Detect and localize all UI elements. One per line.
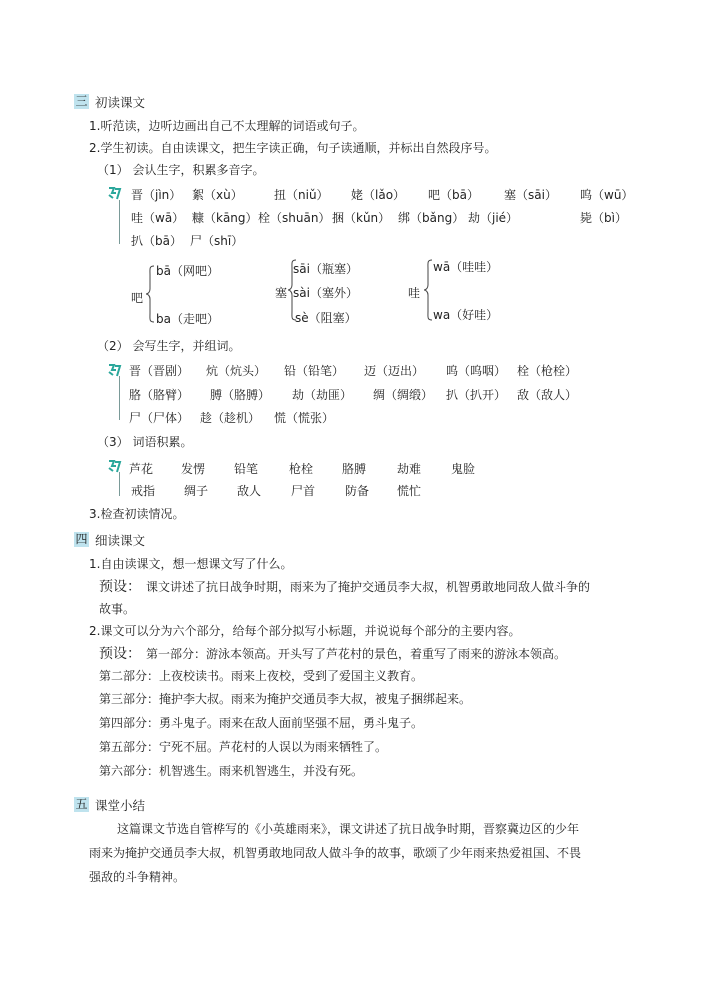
char-item: 扒（bā） (131, 234, 182, 248)
polyphone-head: 塞 (275, 286, 288, 300)
preset-text: 故事。 (99, 602, 136, 616)
char-item: 哇（wā） (131, 211, 185, 225)
sub-heading: （2） 会写生字，并组词。 (97, 339, 241, 353)
write-item: 劫（劫匪） (292, 388, 353, 402)
char-item: 糠（kāng） (192, 211, 258, 225)
section-number-badge: 三 (75, 94, 88, 108)
write-item: 尸（尸体） (129, 411, 190, 425)
polyphone-reading: sè（阻塞） (295, 311, 357, 325)
word-item: 尸首 (291, 484, 316, 498)
word-item: 戒指 (131, 484, 156, 498)
write-item: 栓（枪栓） (517, 364, 578, 378)
write-item: 铅（铅笔） (284, 364, 345, 378)
part-item: 第四部分：勇斗鬼子。雨来在敌人面前坚强不屈，勇斗鬼子。 (99, 716, 424, 730)
write-item: 胳（胳臂） (129, 388, 190, 402)
write-item: 晋（晋剧） (129, 364, 190, 378)
write-item: 绸（绸缎） (373, 388, 434, 402)
write-item: 膊（胳膊） (210, 388, 271, 402)
list-item: 2.学生初读。自由读课文，把生字读正确，句子读通顺，并标出自然段序号。 (89, 141, 497, 155)
write-item: 迈（迈出） (364, 364, 425, 378)
write-item: 敌（敌人） (517, 388, 578, 402)
write-item: 呜（呜咽） (446, 364, 507, 378)
paragraph-line: 雨来为掩护交通员李大叔，机智勇敢地同敌人做斗争的故事，歌颂了少年雨来热爱祖国、不畏 (89, 846, 582, 860)
char-item: 扭（niǔ） (274, 188, 329, 202)
part-item: 第六部分：机智逃生。雨来机智逃生，并没有死。 (99, 764, 364, 778)
part-item: 第三部分：掩护李大叔。雨来为掩护交通员李大叔，被鬼子捆绑起来。 (99, 692, 472, 706)
char-item: 栓（shuān） (258, 211, 331, 225)
word-item: 绸子 (184, 484, 209, 498)
polyphone-reading: ba（走吧） (156, 312, 219, 326)
sub-heading: （1） 会认生字，积累多音字。 (97, 163, 265, 177)
part-item: 第五部分：宁死不屈。芦花村的人误以为雨来牺牲了。 (99, 740, 388, 754)
sub-heading: （3） 词语积累。 (97, 435, 193, 449)
section-number-badge: 五 (75, 797, 88, 811)
divider (119, 472, 120, 496)
word-item: 防备 (345, 484, 370, 498)
preset-label: 预设： (99, 579, 141, 595)
list-item: 1.自由读课文，想一想课文写了什么。 (89, 557, 293, 571)
part-item: 第二部分：上夜校读书。雨来上夜校，受到了爱国主义教育。 (99, 669, 424, 683)
section-title: 细读课文 (95, 533, 146, 548)
practice-icon (106, 185, 122, 201)
word-item: 胳膊 (342, 462, 367, 476)
char-item: 尸（shī） (190, 234, 244, 248)
char-item: 绑（bǎng） (398, 211, 465, 225)
divider (119, 200, 120, 244)
polyphone-reading: wā（哇哇） (433, 260, 499, 274)
word-item: 慌忙 (397, 484, 422, 498)
preset-label: 预设： (99, 646, 141, 662)
polyphone-reading: sāi（瓶塞） (293, 262, 358, 276)
paragraph-line: 这篇课文节选自管桦写的《小英雄雨来》，课文讲述了抗日战争时期，晋察冀边区的少年 (117, 822, 580, 836)
word-item: 铅笔 (234, 462, 259, 476)
char-item: 呜（wū） (580, 188, 634, 202)
word-item: 劫难 (397, 462, 422, 476)
char-item: 毙（bì） (580, 211, 627, 225)
word-item: 敌人 (237, 484, 262, 498)
char-item: 晋（jìn） (131, 188, 182, 202)
part-item: 第一部分：游泳本领高。开头写了芦花村的景色，着重写了雨来的游泳本领高。 (146, 647, 567, 661)
char-item: 絮（xù） (192, 188, 243, 202)
brace (423, 259, 433, 321)
word-item: 芦花 (129, 462, 154, 476)
divider (119, 376, 120, 420)
list-item: 1.听范读，边听边画出自己不太理解的词语或句子。 (89, 119, 365, 133)
char-item: 捆（kǔn） (332, 211, 391, 225)
section-number-badge: 四 (75, 532, 88, 546)
char-item: 劫（jié） (468, 211, 519, 225)
brace (145, 265, 155, 323)
polyphone-head: 哇 (408, 286, 421, 300)
write-item: 炕（炕头） (206, 364, 267, 378)
char-item: 吧（bā） (428, 188, 479, 202)
preset-text: 课文讲述了抗日战争时期，雨来为了掩护交通员李大叔，机智勇敢地同敌人做斗争的 (146, 580, 591, 594)
word-item: 鬼脸 (451, 462, 476, 476)
write-item: 趁（趁机） (200, 411, 261, 425)
polyphone-reading: wa（好哇） (433, 308, 499, 322)
char-item: 塞（sāi） (504, 188, 557, 202)
list-item: 2.课文可以分为六个部分，给每个部分拟写小标题，并说说每个部分的主要内容。 (89, 624, 521, 638)
section-title: 初读课文 (95, 95, 146, 110)
polyphone-reading: sài（塞外） (293, 286, 358, 300)
section-title: 课堂小结 (95, 798, 146, 813)
polyphone-head: 吧 (131, 291, 144, 305)
word-item: 发愣 (181, 462, 206, 476)
list-item: 3.检查初读情况。 (89, 507, 185, 521)
polyphone-reading: bā（网吧） (156, 264, 219, 278)
paragraph-line: 强敌的斗争精神。 (89, 870, 186, 884)
write-item: 慌（慌张） (274, 411, 335, 425)
write-item: 扒（扒开） (446, 388, 507, 402)
char-item: 姥（lǎo） (351, 188, 406, 202)
word-item: 枪栓 (289, 462, 314, 476)
